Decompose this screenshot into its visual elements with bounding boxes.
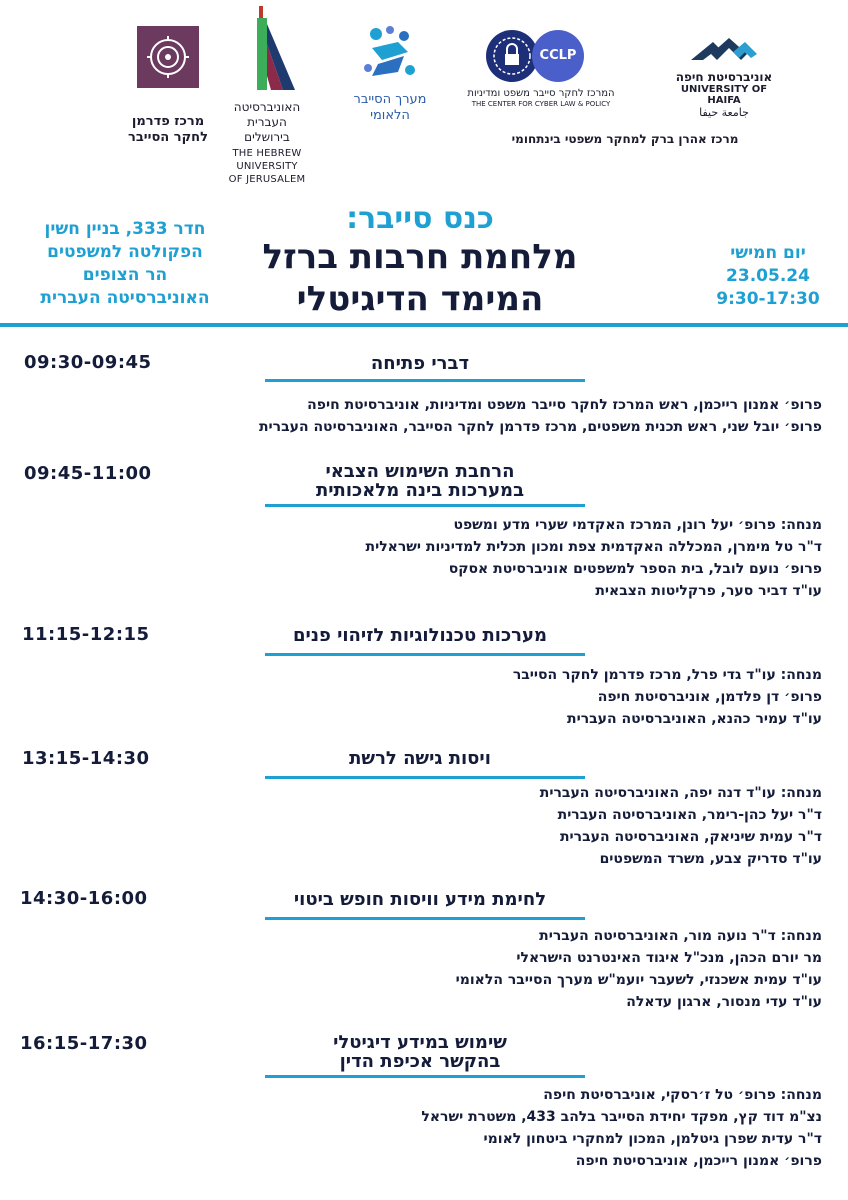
session-title: דברי פתיחה (370, 353, 470, 374)
hebrew-u-he2: העברית (247, 115, 287, 129)
speaker: פרופ׳ נועם לובל, בית הספר למשפטים אוניברסיטת אסקס (448, 561, 822, 577)
hebrew-u-en1: THE HEBREW (232, 148, 302, 159)
session-underline (265, 776, 585, 779)
session-title: שימוש במידע דיגיטלי בהקשר אכיפת הדין (333, 1032, 507, 1072)
cyber-directorate-line1: מערך הסייבר (353, 92, 427, 107)
speaker: עו"ד עדי מנסור, ארגון עדאלה (626, 994, 822, 1010)
cyber-directorate-line2: הלאומי (370, 108, 410, 123)
session-underline (265, 653, 585, 656)
header-day: יום חמישי (730, 243, 806, 263)
speaker: עו"ד סדריק צבע, משרד המשפטים (599, 851, 822, 867)
conference-label: כנס סייבר: (346, 201, 494, 236)
header-title-block (230, 202, 610, 320)
fedorman-line1: מרכז פדרמן (131, 114, 205, 129)
speaker-list (82, 925, 822, 1013)
speaker: מנחה: פרופ׳ יעל רונן, המרכז האקדמי שערי מדע ומשפט (453, 517, 822, 533)
fedorman-logo (118, 26, 218, 146)
cclp-logo (466, 28, 616, 108)
speaker: מנחה: פרופ׳ טל ז׳רסקי, אוניברסיטת חיפה (543, 1087, 822, 1103)
session-title: ויסות גישה לרשת (349, 748, 491, 769)
session-time: 11:15-12:15 (22, 624, 150, 645)
header-hours: 9:30-17:30 (716, 289, 820, 309)
speaker: פרופ׳ אמנון רייכמן, ראש המרכז לחקר סייבר משפט ומדיניות, אוניברסיטת חיפה (307, 397, 822, 413)
speaker: מנחה: עו"ד גדי פרל, מרכז פדרמן לחקר הסייבר (512, 667, 822, 683)
speaker: נצ"מ דוד קץ, מפקד יחידת הסייבר בלהב 433, משטרת ישראל (421, 1109, 822, 1125)
session-time: 13:15-14:30 (22, 748, 150, 769)
session-time: 14:30-16:00 (20, 888, 148, 909)
hebrew-university-icon (237, 4, 297, 96)
fedorman-line2: לחקר הסייבר (128, 130, 208, 145)
cyber-directorate-logo (340, 24, 440, 124)
venue-line1: חדר 333, בניין חשין (44, 219, 206, 239)
hebrew-university-logo (212, 4, 322, 186)
session-time: 09:30-09:45 (24, 352, 152, 373)
speaker-list (82, 782, 822, 870)
speaker: פרופ׳ אמנון רייכמן, אוניברסיטת חיפה (575, 1153, 822, 1169)
session-time: 09:45-11:00 (24, 463, 152, 484)
speaker: פרופ׳ יובל שני, ראש תכנית משפטים, מרכז פדרמן לחקר הסייבר, האוניברסיטה העברית (258, 419, 822, 435)
header-date: 23.05.24 (726, 266, 810, 286)
speaker-list (82, 1084, 822, 1172)
session-title: לחימת מידע וויסות חופש ביטוי (293, 889, 547, 910)
header-day-date (704, 242, 832, 311)
speaker: עו"ד עמית אשכנזי, לשעבר יועמ"ש מערך הסייבר הלאומי (455, 972, 822, 988)
session-title: מערכות טכנולוגיות לזיהוי פנים (292, 625, 548, 646)
speaker: ד"ר טל מימרן, המכללה האקדמית צפת ומכון תכלית למדיניות ישראלית (365, 539, 822, 555)
speaker-list (82, 514, 822, 602)
session-underline (265, 379, 585, 382)
cclp-he-name: המרכז לחקר סייבר משפט ומדיניות (467, 88, 615, 99)
speaker-list (82, 664, 822, 730)
barak-center-text: מרכז אהרן ברק למחקר משפטי בינתחומי (511, 132, 739, 146)
header-venue (14, 218, 236, 310)
haifa-icon (689, 34, 759, 64)
session-underline (265, 917, 585, 920)
speaker: מנחה: עו"ד דנה יפה, האוניברסיטה העברית (539, 785, 822, 801)
hebrew-u-he3: בירושלים (244, 130, 290, 144)
cclp-badge: CCLP (532, 30, 584, 82)
header-divider (0, 323, 848, 327)
speaker: עו"ד דביר סער, פרקליטות הצבאית (595, 583, 822, 599)
session-title: הרחבת השימוש הצבאי במערכות בינה מלאכותית (315, 461, 525, 501)
conference-title-line1: מלחמת חרבות ברזל (262, 237, 578, 277)
speaker: פרופ׳ דן פלדמן, אוניברסיטת חיפה (597, 689, 822, 705)
hebrew-u-en2: UNIVERSITY (236, 161, 298, 172)
conference-title-line2: המימד הדיגיטלי (296, 279, 544, 319)
cclp-lock-icon (486, 30, 538, 82)
session-underline (265, 504, 585, 507)
cyber-directorate-icon (358, 24, 422, 86)
hebrew-u-he1: האוניברסיטה (233, 100, 301, 114)
hebrew-u-en3: OF JERUSALEM (228, 174, 306, 185)
speaker: ד"ר עמית שיניאק, האוניברסיטה העברית (559, 829, 822, 845)
cclp-en-name: THE CENTER FOR CYBER LAW & POLICY (471, 100, 611, 108)
haifa-logo (664, 34, 784, 119)
speaker-list (82, 394, 822, 438)
speaker: מר יורם הכהן, מנכ"ל איגוד האינטרנט הישראלי (516, 950, 822, 966)
haifa-en: UNIVERSITY OF HAIFA (680, 84, 768, 106)
speaker: ד"ר עדית שפרן גיטלמן, המכון למחקרי ביטחון לאומי (483, 1131, 822, 1147)
speaker: מנחה: ד"ר נועה מור, האוניברסיטה העברית (539, 928, 822, 944)
session-underline (265, 1075, 585, 1078)
session-time: 16:15-17:30 (20, 1033, 148, 1054)
haifa-he: אוניברסיטת חיפה (675, 70, 773, 84)
haifa-ar: جامعة حيفا (699, 106, 749, 119)
fedorman-icon (137, 26, 199, 88)
venue-line3: הר הצופים (82, 265, 168, 285)
venue-line4: האוניברסיטה העברית (40, 288, 210, 308)
speaker: ד"ר יעל כהן-רימר, האוניברסיטה העברית (557, 807, 822, 823)
venue-line2: הפקולטה למשפטים (47, 242, 203, 262)
speaker: עו"ד עמיר כהנא, האוניברסיטה העברית (567, 711, 822, 727)
